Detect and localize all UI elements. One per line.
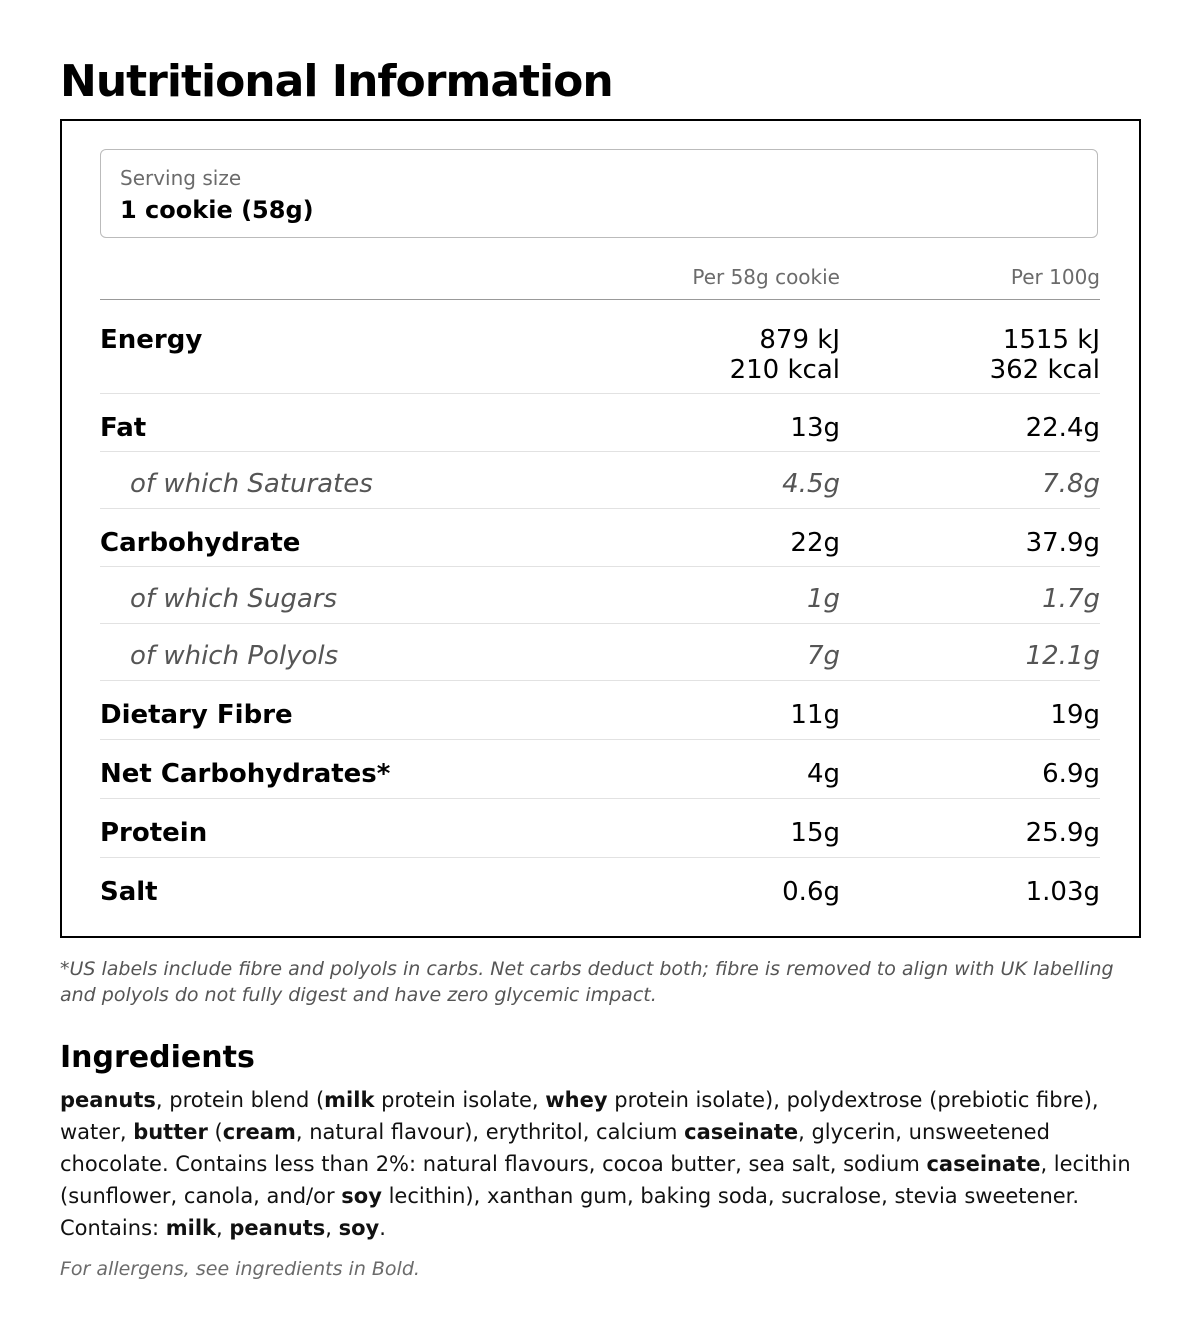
allergen-term: peanuts xyxy=(229,1216,326,1240)
allergen-term: milk xyxy=(324,1088,375,1112)
allergen-term: milk xyxy=(165,1216,217,1240)
page-title: Nutritional Information xyxy=(60,56,613,107)
allergen-note: For allergens, see ingredients in Bold. xyxy=(60,1258,420,1280)
row-value-per-100g: 6.9g xyxy=(1042,759,1100,789)
row-value-per-100g: 22.4g xyxy=(1025,413,1100,443)
row-value-per-serving-kcal: 210 kcal xyxy=(729,355,840,385)
row-label: Energy xyxy=(100,325,203,355)
row-value-per-serving: 0.6g xyxy=(782,877,840,907)
ingredient-text: , lecithin (sunflower, canola, and/or xyxy=(60,1152,1131,1208)
row-value-per-100g: 37.9g xyxy=(1025,528,1100,558)
ingredient-text: ( xyxy=(207,1120,223,1144)
ingredient-text: protein isolate, xyxy=(374,1088,546,1112)
net-carbs-footnote: *US labels include fibre and polyols in carbs. Net carbs deduct both; fibre is removed to align with UK labelling and polyols do not fully digest and have zero glycemic impact. xyxy=(60,958,1114,1006)
serving-size-box xyxy=(100,149,1098,238)
row-value-per-100g: 12.1g xyxy=(1025,641,1100,671)
row-value-per-100g: 7.8g xyxy=(1042,469,1100,499)
allergen-term: butter xyxy=(133,1120,208,1144)
column-header-per-serving: Per 58g cookie xyxy=(692,265,840,289)
row-label: Protein xyxy=(100,818,208,848)
ingredient-text: , glycerin, unsweetened chocolate. Contains less than 2%: natural flavours, cocoa butter, sea salt, sodium xyxy=(60,1120,1050,1176)
allergen-term: soy xyxy=(338,1216,380,1240)
ingredient-text: , xyxy=(325,1216,339,1240)
ingredients-list xyxy=(60,1084,1135,1244)
column-header-per-100g: Per 100g xyxy=(1010,265,1100,289)
table-row-energy xyxy=(100,300,1100,394)
table-row-saturates xyxy=(100,452,1100,509)
table-row-salt xyxy=(100,858,1100,918)
row-label: of which Polyols xyxy=(130,641,339,671)
row-value-per-serving: 22g xyxy=(790,528,840,558)
ingredient-text: . xyxy=(379,1216,386,1240)
nutrition-table xyxy=(100,257,1100,918)
allergen-term: whey xyxy=(545,1088,608,1112)
row-value-per-100g: 1.03g xyxy=(1025,877,1100,907)
allergen-term: caseinate xyxy=(926,1152,1041,1176)
row-value-per-serving: 4g xyxy=(806,759,840,789)
row-value-per-serving: 879 kJ xyxy=(759,325,840,355)
table-row-dietary-fibre xyxy=(100,681,1100,740)
ingredient-text: , natural flavour), erythritol, calcium xyxy=(295,1120,685,1144)
row-value-per-serving: 15g xyxy=(790,818,840,848)
row-label: Salt xyxy=(100,877,158,907)
serving-size-value: 1 cookie (58g) xyxy=(120,196,314,224)
table-row-protein xyxy=(100,799,1100,858)
ingredient-text: lecithin), xanthan gum, baking soda, sucralose, stevia sweetener. Contains: xyxy=(60,1184,1080,1240)
nutrition-panel xyxy=(60,119,1141,938)
row-value-per-serving: 4.5g xyxy=(782,469,840,499)
row-value-per-serving: 13g xyxy=(790,413,840,443)
row-value-per-100g-kcal: 362 kcal xyxy=(989,355,1100,385)
row-value-per-serving: 1g xyxy=(806,584,840,614)
ingredient-text: , protein blend ( xyxy=(155,1088,325,1112)
row-label: Carbohydrate xyxy=(100,528,301,558)
table-row-carbohydrate xyxy=(100,509,1100,567)
row-label: Net Carbohydrates* xyxy=(100,759,391,789)
ingredient-text: protein isolate), polydextrose (prebiotic fibre), water, xyxy=(60,1088,1099,1144)
row-label: of which Sugars xyxy=(130,584,337,614)
table-header xyxy=(100,257,1100,300)
table-row-sugars xyxy=(100,567,1100,624)
table-row-fat xyxy=(100,394,1100,452)
row-value-per-100g: 1.7g xyxy=(1042,584,1100,614)
table-row-polyols xyxy=(100,624,1100,681)
row-label: Fat xyxy=(100,413,147,443)
allergen-term: caseinate xyxy=(684,1120,799,1144)
table-row-net-carbohydrates xyxy=(100,740,1100,799)
row-label: of which Saturates xyxy=(130,469,373,499)
row-value-per-serving: 11g xyxy=(790,700,840,730)
allergen-term: peanuts xyxy=(60,1088,156,1112)
row-value-per-100g: 19g xyxy=(1050,700,1100,730)
row-value-per-100g: 25.9g xyxy=(1025,818,1100,848)
serving-size-label: Serving size xyxy=(120,166,242,190)
allergen-term: soy xyxy=(341,1184,382,1208)
row-label: Dietary Fibre xyxy=(100,700,293,730)
row-value-per-serving: 7g xyxy=(806,641,840,671)
ingredients-heading: Ingredients xyxy=(60,1040,255,1075)
row-value-per-100g: 1515 kJ xyxy=(1002,325,1100,355)
allergen-term: cream xyxy=(222,1120,296,1144)
ingredient-text: , xyxy=(216,1216,230,1240)
